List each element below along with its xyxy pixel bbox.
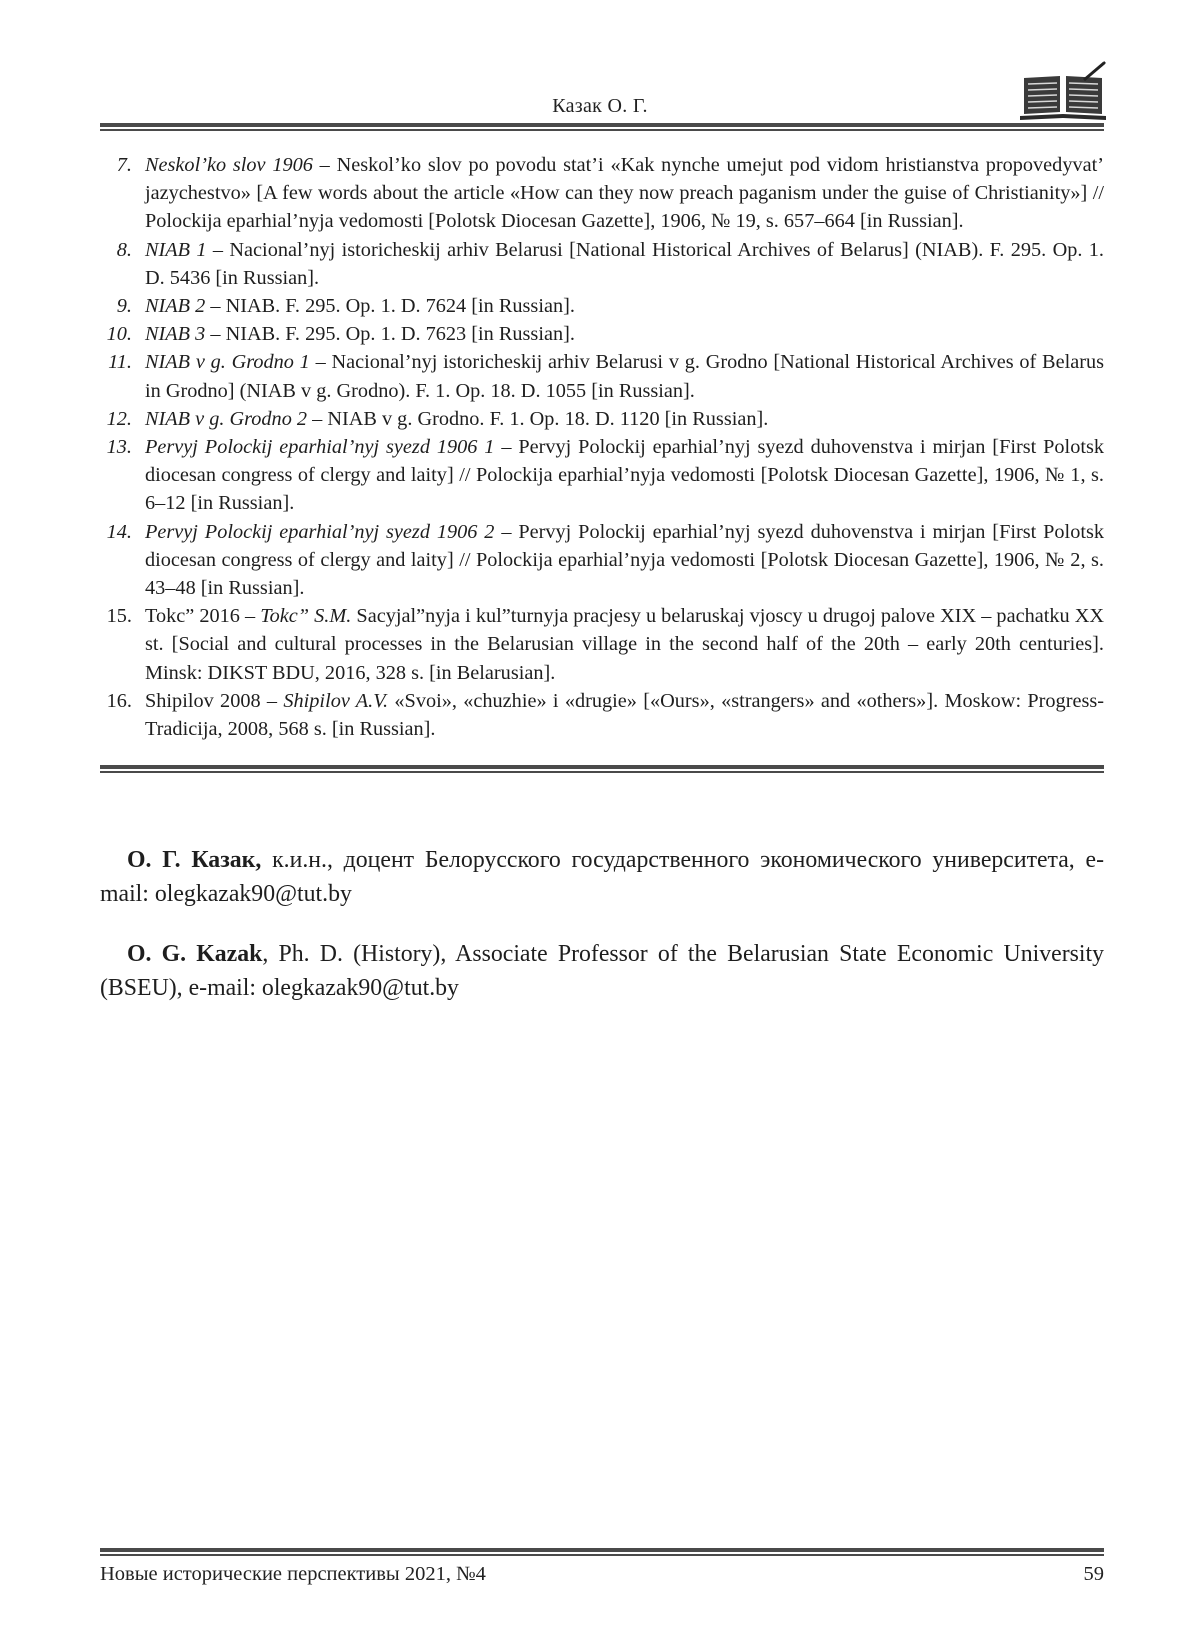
references-end-rule	[100, 765, 1104, 773]
journal-title: Новые исторические перспективы 2021, №4	[100, 1563, 486, 1585]
author-name-ru: О. Г. Казак,	[127, 847, 262, 873]
reference-number: 8.	[116, 238, 132, 261]
reference-short-title: Neskol’ko slov 1906	[145, 154, 313, 176]
reference-number: 12.	[106, 407, 132, 430]
reference-short-title: Pervyj Polockij eparhial’nyj syezd 1906 2	[145, 520, 495, 543]
reference-text: – Pervyj Polockij eparhial’nyj syezd duhovenstva i mirjan [First Polotsk diocesan congress of clergy and laity] // Polockija eparhial’nyja vedomosti [Polotsk Diocesan Gazette], 1906, № 2, s. 43–48 [in Russian].	[145, 520, 1105, 600]
reference-short-title: NIAB 2	[145, 295, 206, 318]
page-number: 59	[1083, 1563, 1104, 1585]
reference-text: – NIAB. F. 295. Op. 1. D. 7623 [in Russian].	[205, 323, 575, 346]
book-logo-icon	[1020, 60, 1106, 122]
author-details-ru: к.и.н., доцент Белорусского государственного экономического университета, e-mail: olegkazak90@tut.by	[100, 847, 1104, 907]
reference-short-title: NIAB v g. Grodno 2	[145, 407, 308, 430]
author-name-en: O. G. Kazak	[127, 941, 263, 967]
reference-item	[100, 151, 1104, 236]
author-info-en	[100, 937, 1104, 1005]
reference-number: 13.	[106, 436, 132, 459]
reference-number: 10.	[106, 323, 132, 346]
reference-short-title: NIAB v g. Grodno 1	[145, 351, 310, 374]
reference-item	[100, 292, 1104, 320]
reference-item	[100, 602, 1104, 687]
reference-text: – NIAB v g. Grodno. F. 1. Op. 18. D. 1120 [in Russian].	[307, 407, 769, 430]
reference-short-title: NIAB 1	[145, 238, 207, 261]
reference-number: 11.	[108, 351, 132, 374]
reference-short-title: Pervyj Polockij eparhial’nyj syezd 1906 1	[145, 436, 495, 459]
reference-item	[100, 320, 1104, 348]
reference-number: 15.	[106, 605, 132, 628]
reference-number: 9.	[116, 295, 132, 318]
author-info-ru	[100, 843, 1104, 911]
reference-text: Sacyjal”nyja i kul”turnyja pracjesy u belaruskaj vjoscy u drugoj palove XIX – pachatku XX st. [Social and cultural processes in the Belarusian village in the second half of the 20th – early 20th centuries]. Minsk: DIKST BDU, 2016, 328 s. [in Belarusian].	[145, 605, 1105, 684]
reference-item	[100, 518, 1104, 603]
reference-text: «Svoi», «chuzhie» i «drugie» [«Ours», «strangers» and «others»]. Moskow: Progress-Tradicija, 2008, 568 s. [in Russian].	[145, 689, 1104, 741]
reference-author: Shipilov A.V.	[283, 689, 389, 712]
reference-item	[100, 405, 1104, 433]
reference-text: – NIAB. F. 295. Op. 1. D. 7624 [in Russian].	[205, 295, 575, 318]
reference-text: – Pervyj Polockij eparhial’nyj syezd duhovenstva i mirjan [First Polotsk diocesan congress of clergy and laity] // Polockija eparhial’nyja vedomosti [Polotsk Diocesan Gazette], 1906, № 1, s. 6–12 [in Russian].	[145, 436, 1105, 515]
reference-item	[100, 348, 1104, 404]
reference-lead: Tokc” 2016 –	[145, 605, 261, 628]
reference-author: Tokc” S.M.	[260, 605, 352, 628]
reference-text: – Nacional’nyj istoricheskij arhiv Belarusi v g. Grodno [National Historical Archives of Belarus in Grodno] (NIAB v g. Grodno). F. 1. Op. 18. D. 1055 [in Russian].	[145, 351, 1104, 402]
reference-short-title: NIAB 3	[145, 323, 206, 346]
reference-number: 14.	[106, 520, 132, 543]
reference-list	[100, 151, 1104, 743]
header-rule	[100, 123, 1104, 131]
reference-item	[100, 236, 1104, 292]
author-info	[100, 843, 1104, 1005]
reference-text: – Nacional’nyj istoricheskij arhiv Belarusi [National Historical Archives of Belarus] (NIAB). F. 295. Op. 1. D. 5436 [in Russian].	[145, 238, 1104, 289]
reference-item	[100, 687, 1104, 743]
reference-text: – Neskol’ko slov po povodu stat’i «Kak nynche umejut pod vidom hristianstva propovedyvat’ jazychestvo» [A few words about the article «How can they now preach paganism under the guise of Christianity»] // Polockija eparhial’nyja vedomosti [Polotsk Diocesan Gazette], 1906, № 19, s. 657–664 [in Russian].	[145, 154, 1104, 233]
running-title: Казак О. Г.	[552, 95, 648, 117]
reference-item	[100, 433, 1104, 518]
reference-number: 16.	[106, 689, 132, 712]
reference-lead: Shipilov 2008 –	[145, 689, 284, 712]
reference-number: 7.	[116, 154, 132, 176]
author-details-en: , Ph. D. (History), Associate Professor of the Belarusian State Economic University (BSEU), e-mail: olegkazak90@tut.by	[100, 941, 1104, 1001]
footer-rule	[100, 1548, 1104, 1556]
